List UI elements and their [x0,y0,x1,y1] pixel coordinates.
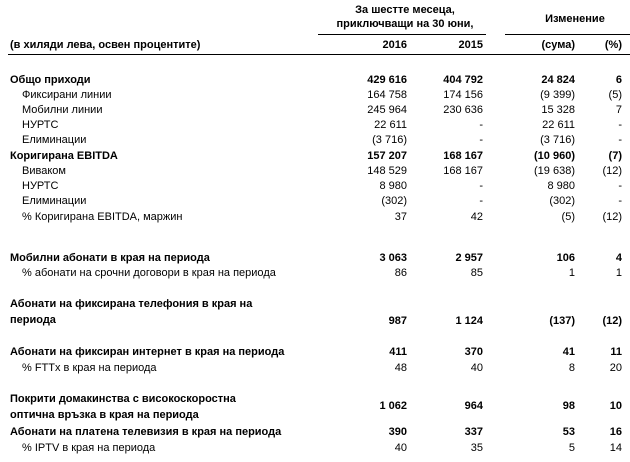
value-2015: - [479,119,483,131]
value-2015: - [479,195,483,207]
year-2016-header: 2016 [382,39,407,51]
amount-header: (сума) [541,39,575,51]
change-percent: 7 [615,104,622,116]
header-rule-right [505,34,630,35]
change-amount: 8 980 [547,180,575,192]
row-label: Виваком [22,165,66,177]
value-2016: 245 964 [367,104,407,116]
table-row [0,118,630,132]
period-header: За шестте месеца, приключващи на 30 юни, [336,4,474,30]
table-row [0,391,630,425]
header-bottom-rule [8,54,630,55]
value-2016: 22 611 [374,119,407,131]
table-row [0,266,630,280]
row-label: Фиксирани линии [22,89,112,101]
value-2016: 1 062 [379,400,407,412]
value-2016: (302) [381,195,407,207]
change-percent: - [618,195,622,207]
change-amount: 24 824 [541,74,575,86]
row-label: % FTTx в края на периода [22,362,157,374]
value-2015: 35 [470,442,483,454]
row-label: Елиминации [22,195,87,207]
table-row [0,103,630,117]
row-label: Абонати на платена телевизия в края на периода [10,426,282,438]
table-row [0,194,630,208]
row-label: Абонати на фиксирана телефония в края на периода [10,298,253,326]
row-label: Мобилни линии [22,104,103,116]
header-rule-left [318,34,486,35]
change-percent: (12) [602,315,622,327]
change-percent: 4 [615,252,622,264]
value-2015: 174 156 [443,89,483,101]
change-amount: (19 638) [534,165,575,177]
row-label: % абонати на срочни договори в края на периода [22,267,276,279]
change-percent: - [618,119,622,131]
change-amount: 22 611 [542,119,575,131]
change-amount: 98 [562,400,575,412]
change-percent: 14 [609,442,622,454]
row-label: Елиминации [22,134,87,146]
table-row [0,425,630,439]
value-2015: 40 [470,362,483,374]
change-amount: 41 [562,346,575,358]
change-percent: 6 [615,74,622,86]
change-percent: 20 [609,362,622,374]
change-percent: (12) [602,165,622,177]
value-2016: 390 [388,426,407,438]
change-percent: (12) [602,211,622,223]
change-percent: - [618,134,622,146]
value-2015: 42 [470,211,483,223]
value-2016: 411 [389,346,407,358]
change-percent: (5) [608,89,622,101]
value-2016: 3 063 [379,252,407,264]
value-2015: 168 167 [443,150,483,162]
value-2016: 86 [394,267,407,279]
change-percent: 1 [615,267,622,279]
change-percent: (7) [608,150,622,162]
value-2015: 370 [464,346,483,358]
percent-header: (%) [604,39,622,51]
value-2015: - [479,134,483,146]
change-amount: (3 716) [540,134,575,146]
value-2016: 148 529 [367,165,407,177]
value-2015: 404 792 [443,74,483,86]
value-2016: 164 758 [367,89,407,101]
value-2016: 8 980 [379,180,407,192]
row-label: Мобилни абонати в края на периода [10,252,210,264]
table-row [0,179,630,193]
table-row [0,149,630,163]
row-label: % Коригирана EBITDA, маржин [22,211,183,223]
table-row [0,361,630,375]
change-amount: 8 [568,362,575,374]
value-2016: 48 [394,362,407,374]
value-2016: 429 616 [367,74,407,86]
units-label: (в хиляди лева, освен процентите) [10,39,201,51]
value-2015: - [479,180,483,192]
change-percent: 16 [609,426,622,438]
value-2015: 85 [470,267,483,279]
row-label: Коригирана EBITDA [10,150,118,162]
change-header: Изменение [545,13,605,25]
row-label: Покрити домакинства с високоскоростна оптична връзка в края на периода [10,393,236,421]
change-amount: 53 [562,426,575,438]
change-amount: (5) [561,211,575,223]
value-2015: 964 [464,400,483,412]
row-label: % IPTV в края на периода [22,442,156,454]
table-row [0,441,630,455]
table-row [0,73,630,87]
change-amount: (9 399) [540,89,575,101]
change-amount: (137) [549,315,575,327]
header-row [0,38,630,52]
change-percent: 10 [609,400,622,412]
change-percent: 11 [610,346,622,358]
value-2015: 168 167 [443,165,483,177]
value-2015: 337 [464,426,483,438]
table-row [0,210,630,224]
value-2016: 987 [388,315,407,327]
value-2015: 2 957 [455,252,483,264]
value-2015: 230 636 [443,104,483,116]
value-2016: 40 [394,442,407,454]
change-amount: (302) [549,195,575,207]
row-label: Абонати на фиксиран интернет в края на периода [10,346,285,358]
table-row [0,133,630,147]
table-row [0,296,630,330]
table-row [0,88,630,102]
table-row [0,345,630,359]
value-2016: 37 [394,211,407,223]
change-percent: - [618,180,622,192]
table-row [0,164,630,178]
value-2016: 157 207 [367,150,407,162]
value-2015: 1 124 [455,315,483,327]
change-amount: 15 328 [541,104,575,116]
year-2015-header: 2015 [458,39,483,51]
change-amount: (10 960) [534,150,575,162]
row-label: НУРТС [22,119,59,131]
change-amount: 5 [568,442,575,454]
change-amount: 106 [556,252,575,264]
table-row [0,251,630,265]
row-label: НУРТС [22,180,59,192]
row-label: Общо приходи [10,74,91,86]
change-amount: 1 [568,267,575,279]
value-2016: (3 716) [372,134,407,146]
